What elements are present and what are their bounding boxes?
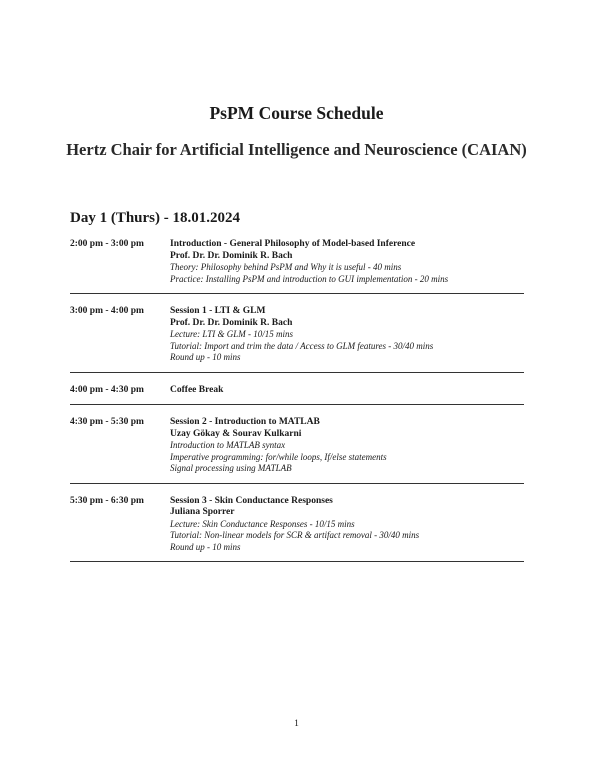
session-detail: Round up - 10 mins — [170, 541, 241, 552]
day-heading: Day 1 (Thurs) - 18.01.2024 — [70, 210, 241, 226]
schedule-list — [70, 236, 524, 562]
session-content — [170, 496, 524, 554]
session-presenter: Uzay Gökay & Sourav Kulkarni — [170, 428, 302, 439]
session-detail: Lecture: LTI & GLM - 10/15 mins — [170, 329, 293, 339]
schedule-row — [70, 373, 524, 406]
session-presenter: Prof. Dr. Dr. Dominik R. Bach — [170, 317, 293, 328]
session-detail: Theory: Philosophy behind PsPM and Why it is useful - 40 mins — [170, 262, 402, 272]
session-detail: Round up - 10 mins — [170, 352, 241, 362]
session-time: 4:30 pm - 5:30 pm — [70, 417, 144, 427]
document-subtitle: Hertz Chair for Artificial Intelligence and Neuroscience (CAIAN) — [66, 140, 527, 159]
session-time: 3:00 pm - 4:00 pm — [70, 306, 144, 316]
session-content — [170, 385, 524, 397]
session-detail: Lecture: Skin Conductance Responses - 10/15 mins — [170, 518, 355, 529]
session-content — [170, 306, 524, 364]
session-title: Session 1 - LTI & GLM — [170, 306, 266, 316]
session-title: Introduction - General Philosophy of Model-based Inference — [170, 239, 416, 249]
session-title: Session 2 - Introduction to MATLAB — [170, 417, 320, 427]
session-content — [170, 417, 524, 475]
session-time: 4:00 pm - 4:30 pm — [70, 384, 144, 395]
session-detail: Imperative programming: for/while loops, If/else statements — [170, 451, 387, 462]
session-time: 2:00 pm - 3:00 pm — [70, 239, 144, 249]
schedule-row — [70, 294, 524, 373]
session-time: 5:30 pm - 6:30 pm — [70, 495, 144, 506]
page-number: 1 — [294, 719, 299, 729]
session-detail: Practice: Installing PsPM and introduction to GUI implementation - 20 mins — [170, 273, 449, 284]
session-detail: Signal processing using MATLAB — [170, 463, 292, 473]
session-detail: Tutorial: Non-linear models for SCR & artifact removal - 30/40 mins — [170, 530, 420, 540]
session-presenter: Prof. Dr. Dr. Dominik R. Bach — [170, 250, 293, 261]
schedule-row — [70, 405, 524, 484]
session-title: Coffee Break — [170, 384, 224, 395]
session-detail: Introduction to MATLAB syntax — [170, 440, 286, 450]
session-presenter: Juliana Sporrer — [170, 507, 235, 517]
schedule-row — [70, 236, 524, 294]
session-title: Session 3 - Skin Conductance Responses — [170, 495, 333, 506]
session-content — [170, 239, 524, 285]
document-title: PsPM Course Schedule — [209, 103, 384, 123]
schedule-row — [70, 484, 524, 563]
session-detail: Tutorial: Import and trim the data / Access to GLM features - 30/40 mins — [170, 340, 434, 351]
